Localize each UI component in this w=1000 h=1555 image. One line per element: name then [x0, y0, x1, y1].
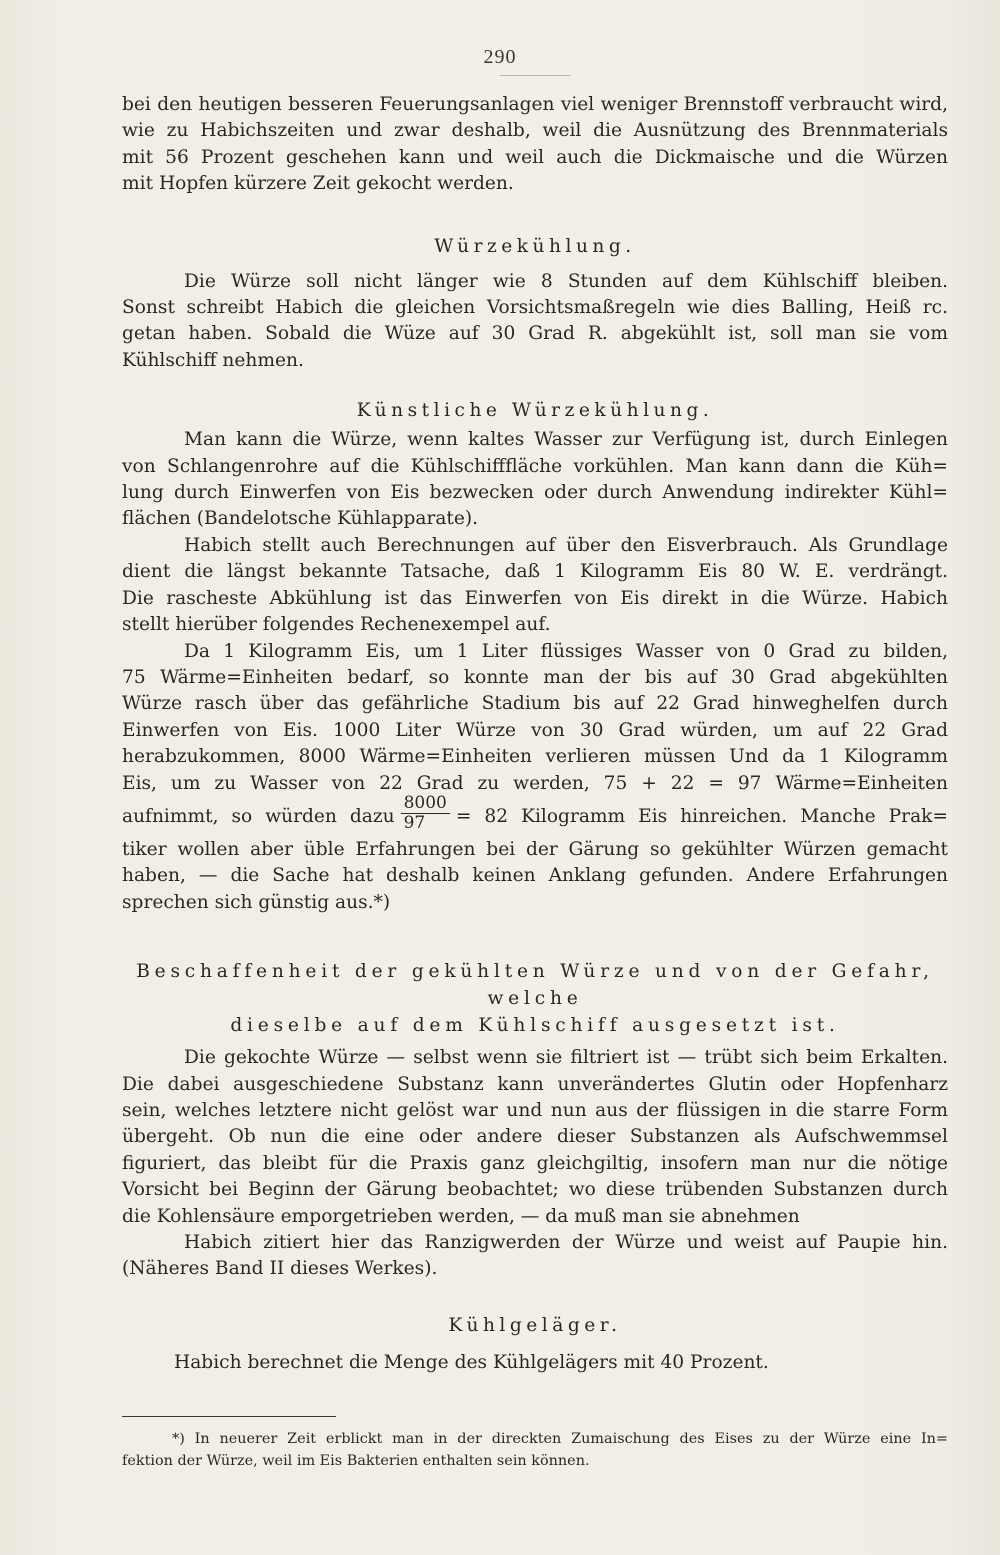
text-line: wie zu Habichszeiten und zwar deshalb, weil die Ausnützung des Brennmaterials: [122, 120, 948, 142]
page-body: [122, 92, 948, 1376]
text-line: 75 Wärme=Einheiten bedarf, so konnte man der bis auf 30 Grad abgekühlten: [122, 666, 948, 688]
text-line: Man kann die Würze, wenn kaltes Wasser zur Verfügung ist, durch Einlegen: [184, 429, 948, 451]
paragraph-beschaffenheit-2: [122, 1230, 948, 1283]
footnote-rule: [122, 1416, 336, 1417]
text-line: haben, — die Sache hat deshalb keinen Anklang gefunden. Andere Erfahrungen: [122, 865, 948, 887]
text-line: die Kohlensäure emporgetrieben werden, — da muß man sie abnehmen: [122, 1205, 800, 1227]
footnote-line: *) In neuerer Zeit erblickt man in der direckten Zumaischung des Eises zu der Würze eine In=: [172, 1431, 948, 1447]
text-line: sprechen sich günstig aus.*): [122, 891, 391, 913]
heading-line: dieselbe auf dem Kühlschiff ausgesetzt ist.: [230, 1015, 840, 1037]
text-line: lung durch Einwerfen von Eis bezwecken oder durch Anwendung indirekter Kühl=: [122, 482, 948, 504]
text-line: Die dabei ausgeschiedene Substanz kann unverändertes Glutin oder Hopfenharz: [122, 1073, 948, 1095]
formula-text-after: = 82 Kilogramm Eis hinreichen. Manche Prak=: [455, 805, 948, 827]
text-line: Würze rasch über das gefährliche Stadium bis auf 22 Grad hinweghelfen durch: [122, 693, 948, 715]
text-line: (Näheres Band II dieses Werkes).: [122, 1258, 438, 1280]
text-line: Die Würze soll nicht länger wie 8 Stunden auf dem Kühlschiff bleiben.: [184, 270, 948, 292]
text-line: flächen (Bandelotsche Kühlapparate).: [122, 508, 479, 530]
fraction-numerator: 8000: [401, 794, 450, 814]
paragraph-beschaffenheit-1: [122, 1045, 948, 1230]
text-line: Habich zitiert hier das Ranzigwerden der Würze und weist auf Paupie hin.: [184, 1232, 948, 1253]
formula-line: [122, 793, 948, 837]
text-line: stellt hierüber folgendes Rechenexempel auf.: [122, 614, 551, 636]
text-line: Einwerfen von Eis. 1000 Liter Würze von 30 Grad würden, um auf 22 Grad: [122, 719, 948, 741]
text-line: tiker wollen aber üble Erfahrungen bei der Gärung so gekühlter Würzen gemacht: [122, 838, 948, 860]
intro-paragraph: [122, 92, 948, 198]
text-line: Da 1 Kilogramm Eis, um 1 Liter flüssiges Wasser von 0 Grad zu bilden,: [184, 640, 948, 662]
text-line: Die rascheste Abkühlung ist das Einwerfen von Eis direkt in die Würze. Habich: [122, 587, 948, 609]
heading-line: Beschaffenheit der gekühlten Würze und von der Gefahr, welche: [136, 961, 934, 1010]
text-line: getan haben. Sobald die Wüze auf 30 Grad R. abgekühlt ist, soll man sie vom: [122, 323, 948, 345]
text-line: herabzukommen, 8000 Wärme=Einheiten verlieren müssen Und da 1 Kilogramm: [122, 746, 948, 768]
section-heading-wuerzekuehlung: Würzekühlung.: [434, 235, 636, 257]
text-line: dient die längst bekannte Tatsache, daß 1 Kilogramm Eis 80 W. E. verdrängt.: [122, 561, 948, 583]
text-line: Habich stellt auch Berechnungen auf über den Eisverbrauch. Als Grundlage: [184, 534, 948, 556]
footnote: [122, 1428, 948, 1472]
paragraph-kuenstliche-1: [122, 427, 948, 533]
section-heading-kuehlgelaeger: Kühlgeläger.: [448, 1314, 622, 1336]
text-line: Habich berechnet die Menge des Kühlgelägers mit 40 Prozent.: [174, 1351, 769, 1373]
text-line: bei den heutigen besseren Feuerungsanlagen viel weniger Brennstoff verbraucht wird,: [122, 94, 948, 115]
formula-text-before: aufnimmt, so würden dazu: [122, 805, 395, 827]
text-line: sein, welches letztere nicht gelöst war und nun aus der flüssigen in die starre Form: [122, 1099, 948, 1121]
page-number-rule: [500, 75, 570, 76]
paragraph-wuerzekuehlung: [122, 269, 948, 375]
text-line: Sonst schreibt Habich die gleichen Vorsichtsmaßregeln wie dies Balling, Heiß rc.: [122, 297, 948, 319]
fraction-denominator: 97: [403, 813, 426, 834]
text-line: figuriert, das bleibt für die Praxis ganz gleichgiltig, insofern man nur die nötige: [122, 1152, 948, 1174]
text-line: übergeht. Ob nun die eine oder andere dieser Substanzen als Aufschwemmsel: [122, 1126, 948, 1148]
paragraph-kuenstliche-2: [122, 533, 948, 639]
text-line: mit 56 Prozent geschehen kann und weil auch die Dickmaische und die Würzen: [122, 146, 948, 168]
paragraph-kuehlgelaeger: [122, 1350, 948, 1376]
text-line: Eis, um zu Wasser von 22 Grad zu werden, 75 + 22 = 97 Wärme=Einheiten: [122, 772, 948, 794]
page-number: 290: [483, 46, 517, 68]
paragraph-kuenstliche-3: [122, 639, 948, 917]
text-line: Die gekochte Würze — selbst wenn sie filtriert ist — trübt sich beim Erkalten.: [184, 1047, 948, 1069]
text-line: Kühlschiff nehmen.: [122, 349, 304, 371]
text-line: von Schlangenrohre auf die Kühlschifffläche vorkühlen. Man kann dann die Küh=: [122, 455, 948, 477]
text-line: mit Hopfen kürzere Zeit gekocht werden.: [122, 173, 514, 195]
section-heading-beschaffenheit: [122, 958, 948, 1039]
text-line: Vorsicht bei Beginn der Gärung beobachtet; wo diese trübenden Substanzen durch: [122, 1179, 948, 1201]
section-heading-kuenstliche-wuerzekuehlung: Künstliche Würzekühlung.: [356, 400, 714, 422]
footnote-line: fektion der Würze, weil im Eis Bakterien enthalten sein können.: [122, 1453, 590, 1469]
fraction: [401, 794, 450, 833]
